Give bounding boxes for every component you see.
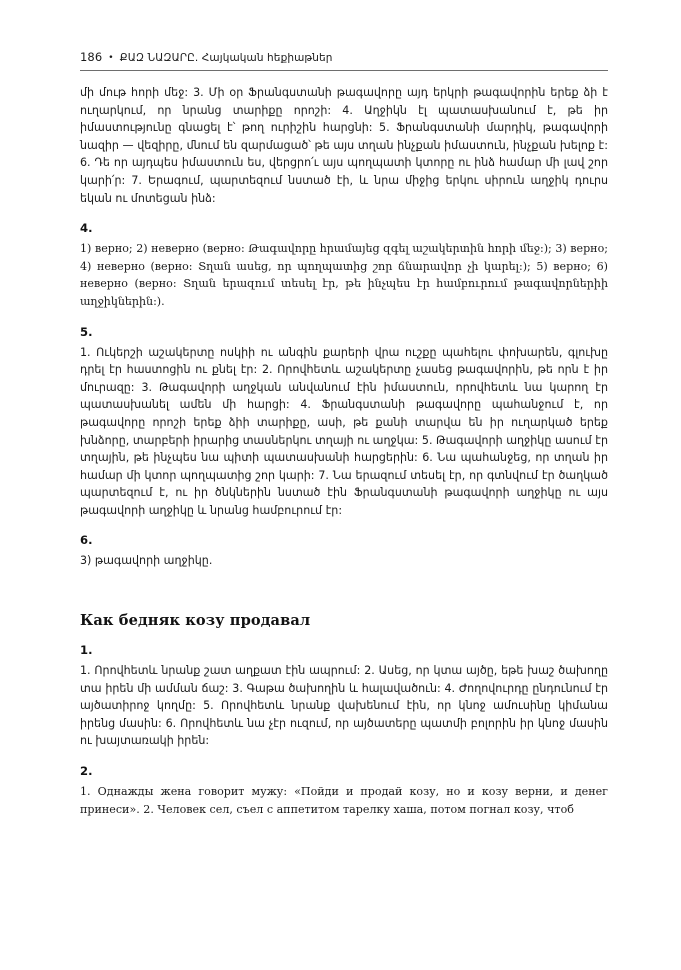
story-section-label-2: 2. [80,764,93,779]
spacer [80,207,608,221]
running-header-title: ՔԱԶ ՆԱԶԱՐԸ. Հայկական հեքիաթներ [119,52,333,64]
body-text-region [80,84,608,818]
spacer [80,311,608,325]
page-content [80,50,608,818]
running-header [80,50,608,64]
bullet-separator-icon: • [108,53,114,63]
section-label-6: 6. [80,533,93,548]
story-section-body-1: 1. Որովհետև նրանք շատ աղքատ էին ապրում: 2. Ասեց, որ կտա այծը, եթե խաշ ծախողը տա իրեն մի ամման ճաշ: 3. Գաթա ծախողին և հալավածուն: 4. Ժողովուրդը ընդունում էր այծատիրոջ կողմը: 5. Որովհետև նրանք վախենում էին, որ կնոջ ամուսինը կիմանա իրենց մասին: 6. Որովհետև նա չէր ուզում, որ այծատերը պատմի բոլորին իր կնոջ մասին ու խայտառակի իրեն: [80,664,608,748]
section-body-5: 1. Ուկերշի աշակերտը ոսկիի ու անգին քարերի վրա ուշքը պահելու փոխարեն, գլուխը դրել էր հաստոցին ու քնել էր: 2. Որովհետև աշակերտը չասեց թագավորին, թե որն է իր մուրազը: 3. Թագավորի աղջկան անվանում էին իմաստուն, որովհետև նա կարող էր պատասխանել ամեն մի հարցի: 4. Ֆրանգստանի թագավորը պահանջում է, որ թագավորը որոշի երեք ձիի տարիքը, ասի, թե քանի տարվա են իր ուղարկած երեք խնձորը, տարբերի իրարից տասներկու տղայի ու աղջկա: 5. Թագավորի աղջիկը ասում էր տղային, թե ինչպես նա պիտի պատասխանի հարցերին: 6. Նա պահանջեց, որ տղան իր համար մի կտոր պողպատից շոր կարի: 7. Նա երազում տեսել էր, որ գտնվում էր ծաղկած պարտեզում է, ու իր ծնկներին նստած էին Ֆրանգստանի թագավորի աղջիկը ու այս թագավորի աղջիկը և նրանց համբուրում էր: [80,345,608,517]
section-label-5: 5. [80,324,93,339]
story-section-label-1: 1. [80,643,93,658]
header-divider [80,70,608,71]
spacer [80,750,608,764]
spacer [80,519,608,533]
section-body-6: 3) թագավորի աղջիկը. [80,554,213,568]
section-label-4: 4. [80,221,93,236]
story-heading: Как бедняк козу продавал [80,612,311,630]
spacer [80,570,608,612]
page-number: 186 [80,50,103,64]
spacer [80,629,608,643]
section-body-4: 1) верно; 2) неверно (верно: Թագավորը հրամայեց զգել աշակերտին հորի մեջ:); 3) верно; 4) неверно (верно: Տղան ասեց, որ պողպատից շոր ճնարավոր չի կարել:); 5) верно; 6) неверно (верно: Տղան երազում տեսել էր, թե ինչպես էր համբուրում թագավորներիի աղջիկներին:). [80,242,608,308]
opening-paragraph: մի մութ հորի մեջ: 3. Մի օր Ֆրանգստանի թագավորը այդ երկրի թագավորին երեք ձի է ուղարկում, որ նրանց տարիքը որոշի: 4. Աղջիկն էլ պատասխանում է, թե իր իմաստությունը գնացել է՝ թող ուրիշին հարցնի: 5. Ֆրանգստանի մարդիկ, թագավորի նազիր — վեզիրը, մնում են զարմացած՝ թե այս տղան ինչքան իմաստուն, ինչքան խելոք է: 6. Դե որ այդպես իմաստուն ես, վերցրո՛ւ այս պողպատի կտորը ու ինձ համար մի լավ շոր կարի՛ր: 7. Երագում, պարտեզում նստած էի, և նրա միջից երկու սիրուն աղջիկ դուրս եկան ու մոտեցան ինձ: [80,86,608,205]
story-section-body-2: 1. Однажды жена говорит мужу: «Пойди и продай козу, но и козу верни, и денег принеси». 2. Человек сел, съел с аппетитом тарелку хаша, потом погнал козу, чтоб [80,785,608,816]
